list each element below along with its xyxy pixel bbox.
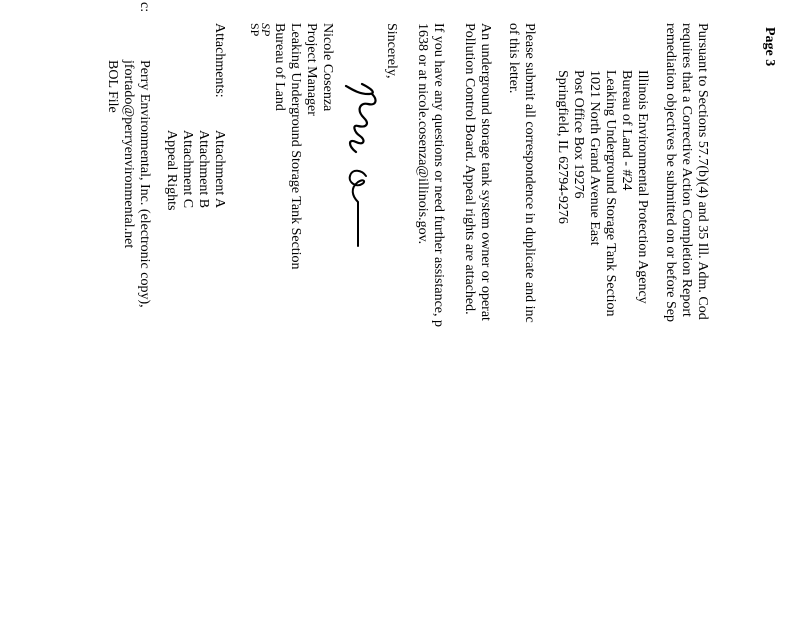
paragraph-line: of this letter. — [506, 23, 521, 94]
paragraph-line: remediation objectives be submitted on or before Sep — [663, 23, 678, 322]
initials: SP — [248, 23, 262, 37]
attachment-item: Appeal Rights — [164, 130, 179, 211]
cc-line: Perry Environmental, Inc. (electronic copy), — [137, 60, 152, 308]
address-line: Post Office Box 19276 — [571, 70, 586, 199]
paragraph-line: 1638 or at nicole.cosenza@illinois.gov. — [415, 23, 430, 245]
attachment-item: Attachment A — [212, 130, 227, 209]
cc-line: BOL File — [105, 60, 120, 113]
address-line: Illinois Environmental Protection Agency — [635, 70, 650, 304]
signer-bureau: Bureau of Land — [272, 23, 287, 111]
address-line: Bureau of Land - #24 — [619, 70, 634, 191]
paragraph-line: Please submit all correspondence in duplicate and inc — [522, 23, 537, 323]
address-line: 1021 North Grand Avenue East — [587, 70, 602, 246]
attachment-item: Attachment B — [196, 130, 211, 209]
cc-label: c: — [137, 2, 152, 13]
paragraph-line: An underground storage tank system owner or operat — [478, 23, 493, 321]
address-line: Springfield, IL 62794-9276 — [555, 70, 570, 224]
closing: Sincerely, — [384, 23, 399, 79]
signer-section: Leaking Underground Storage Tank Section — [288, 23, 303, 270]
signer-title: Project Manager — [304, 23, 319, 116]
initials: SP — [259, 23, 273, 37]
paragraph-line: Pollution Control Board. Appeal rights are attached. — [462, 23, 477, 315]
address-line: Leaking Underground Storage Tank Section — [603, 70, 618, 317]
signer-name: Nicole Cosenza — [320, 23, 335, 112]
paragraph-line: requires that a Corrective Action Completion Report — [679, 23, 694, 317]
attachment-item: Attachment C — [180, 130, 195, 209]
attachments-label: Attachments: — [212, 23, 227, 98]
cc-line: jfortado@perryenvironmental.net — [121, 60, 136, 249]
page-number: Page 3 — [762, 27, 777, 67]
handwritten-signature — [332, 80, 382, 250]
paragraph-line: If you have any questions or need further assistance, p — [431, 23, 446, 328]
paragraph-line: Pursuant to Sections 57.7(b)(4) and 35 Ill. Adm. Cod — [695, 23, 710, 320]
